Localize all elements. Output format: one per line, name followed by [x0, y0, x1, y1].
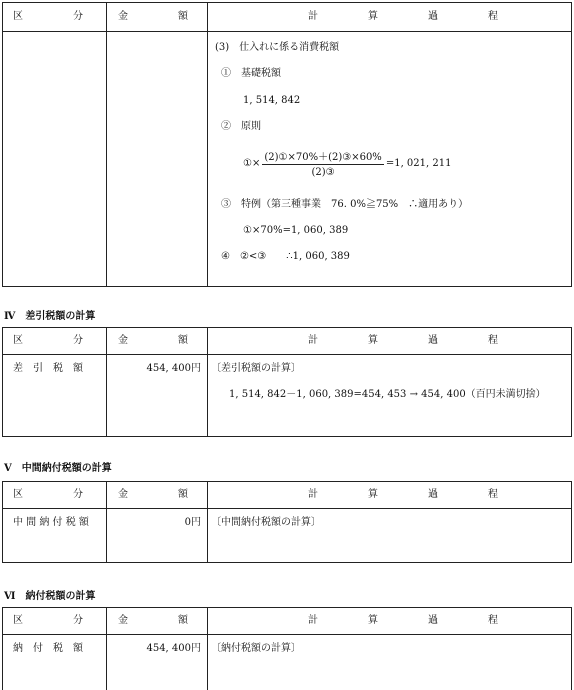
- formula-numerator: (2)①×70%＋(2)③×60%: [262, 148, 383, 165]
- column-divider: [207, 608, 208, 690]
- formula-result: =1, 021, 211: [385, 157, 452, 169]
- step-3-label: ③ 特例（第三種事業 76. 0%≧75% ∴適用あり）: [221, 199, 469, 210]
- table-purchase-tax: [2, 2, 572, 287]
- header-amount: 金 額: [118, 11, 188, 22]
- column-divider: [207, 482, 208, 562]
- item-3-title: (3) 仕入れに係る消費税額: [215, 42, 340, 53]
- step-4-label: ④ ②<③ ∴1, 060, 389: [221, 251, 350, 262]
- formula-denominator: (2)③: [311, 167, 335, 178]
- header-divider: [3, 508, 571, 509]
- section-4-title: Ⅳ 差引税額の計算: [4, 311, 96, 322]
- row-label: 納 付 税 額: [13, 643, 83, 654]
- header-amount: 金 額: [118, 615, 188, 626]
- amount-value: 454, 400円: [146, 363, 201, 374]
- header-calculation: 計 算 過 程: [308, 335, 498, 346]
- header-divider: [3, 31, 571, 32]
- column-divider: [106, 328, 107, 436]
- calc-title: 〔差引税額の計算〕: [211, 363, 301, 374]
- table-payable-tax: [2, 607, 572, 690]
- column-divider: [106, 608, 107, 690]
- header-category: 区 分: [13, 489, 83, 500]
- header-calculation: 計 算 過 程: [308, 11, 498, 22]
- header-divider: [3, 354, 571, 355]
- column-divider: [207, 328, 208, 436]
- header-category: 区 分: [13, 615, 83, 626]
- formula-prefix: ①×: [243, 157, 261, 169]
- amount-value: 454, 400円: [146, 643, 201, 654]
- header-amount: 金 額: [118, 335, 188, 346]
- principle-formula: [243, 148, 451, 178]
- header-calculation: 計 算 過 程: [308, 489, 498, 500]
- column-divider: [106, 482, 107, 562]
- header-category: 区 分: [13, 11, 83, 22]
- step-1-value: 1, 514, 842: [243, 95, 301, 106]
- row-label: 差 引 税 額: [13, 363, 83, 374]
- calc-title: 〔納付税額の計算〕: [211, 643, 301, 654]
- table-interim-tax: [2, 481, 572, 563]
- header-divider: [3, 634, 571, 635]
- column-divider: [106, 3, 107, 286]
- column-divider: [207, 3, 208, 286]
- table-difference-tax: [2, 327, 572, 437]
- row-label: 中 間 納 付 税 額: [13, 517, 89, 528]
- step-2-label: ② 原則: [221, 121, 261, 132]
- header-category: 区 分: [13, 335, 83, 346]
- calc-line: 1, 514, 842－1, 060, 389=454, 453 → 454, 400（百円未満切捨）: [229, 389, 546, 400]
- step-3-calc: ①×70%=1, 060, 389: [243, 225, 349, 236]
- step-1-label: ① 基礎税額: [221, 68, 281, 79]
- section-5-title: Ⅴ 中間納付税額の計算: [4, 463, 112, 474]
- header-amount: 金 額: [118, 489, 188, 500]
- section-6-title: Ⅵ 納付税額の計算: [4, 591, 96, 602]
- header-calculation: 計 算 過 程: [308, 615, 498, 626]
- calc-title: 〔中間納付税額の計算〕: [211, 517, 321, 528]
- amount-value: 0円: [184, 517, 201, 528]
